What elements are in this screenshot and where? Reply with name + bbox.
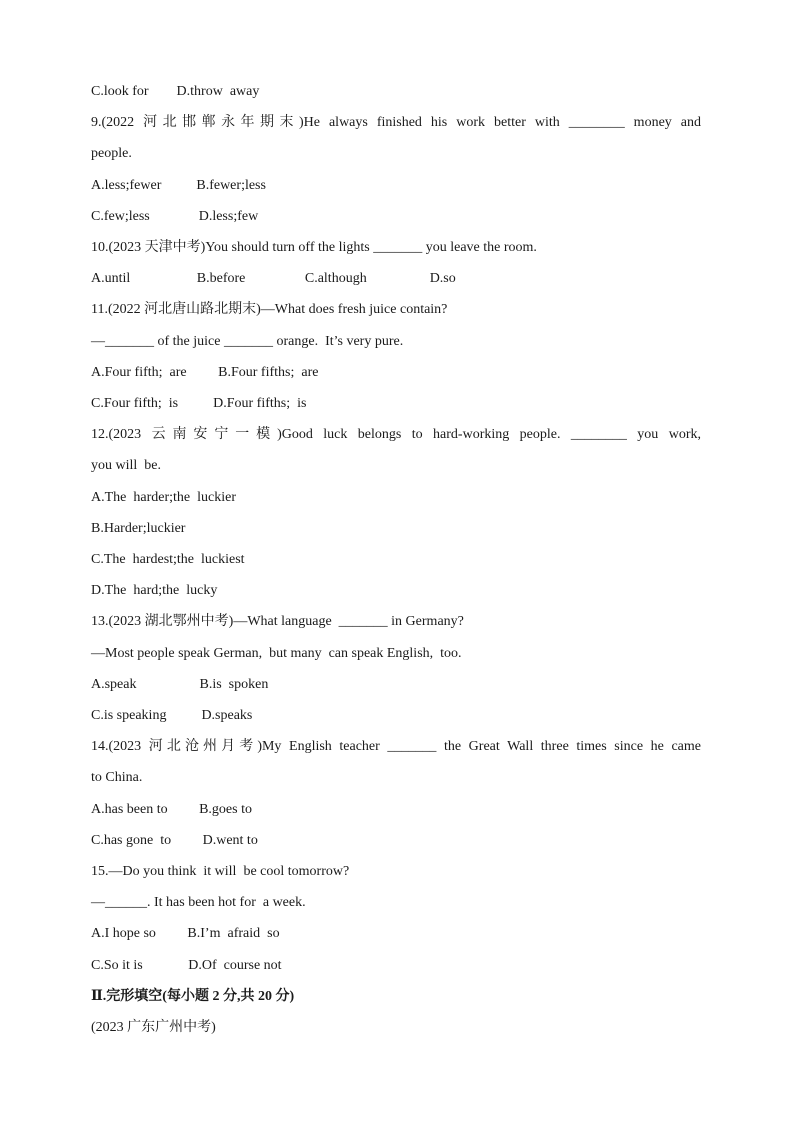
q14-options-cd: C.has gone to D.went to — [91, 833, 258, 848]
q11-answer-line: —_______ of the juice _______ orange. It’s very pure. — [91, 334, 404, 349]
q15-answer-line: —______. It has been hot for a week. — [91, 895, 306, 910]
q12-option-b: B.Harder;luckier — [91, 521, 186, 536]
q11-stem: 11.(2022 河北唐山路北期末)—What does fresh juice contain? — [91, 302, 448, 317]
q9-stem-cont: people. — [91, 146, 132, 161]
q9-options-cd: C.few;less D.less;few — [91, 209, 259, 224]
q12-option-c: C.The hardest;the luckiest — [91, 552, 245, 567]
q14-stem: 14.(2023 河北沧州月考)My English teacher _______ the Great Wall three times since he came — [91, 739, 701, 754]
q10-stem: 10.(2023 天津中考)You should turn off the lights _______ you leave the room. — [91, 240, 537, 255]
q12-stem: 12.(2023 云南安宁一模)Good luck belongs to hard-working people. ________ you work, — [91, 427, 701, 442]
q14-options-ab: A.has been to B.goes to — [91, 802, 252, 817]
passage-source: (2023 广东广州中考) — [91, 1020, 216, 1035]
q8-options-cd: C.look for D.throw away — [91, 84, 260, 99]
q9-options-ab: A.less;fewer B.fewer;less — [91, 178, 266, 193]
q13-answer-line: —Most people speak German, but many can speak English, too. — [91, 646, 462, 661]
q13-stem: 13.(2023 湖北鄂州中考)—What language _______ in Germany? — [91, 614, 464, 629]
q9-stem: 9.(2022 河北邯郸永年期末)He always finished his work better with ________ money and — [91, 115, 701, 130]
q10-options: A.until B.before C.although D.so — [91, 271, 456, 286]
q13-options-ab: A.speak B.is spoken — [91, 677, 269, 692]
section-heading: Ⅱ.完形填空(每小题 2 分,共 20 分) — [91, 989, 295, 1004]
q13-options-cd: C.is speaking D.speaks — [91, 708, 253, 723]
q12-stem-cont: you will be. — [91, 458, 161, 473]
q11-options-ab: A.Four fifth; are B.Four fifths; are — [91, 365, 319, 380]
q11-options-cd: C.Four fifth; is D.Four fifths; is — [91, 396, 307, 411]
q15-options-ab: A.I hope so B.I’m afraid so — [91, 926, 280, 941]
q15-options-cd: C.So it is D.Of course not — [91, 958, 282, 973]
q15-stem: 15.—Do you think it will be cool tomorrow? — [91, 864, 350, 879]
q12-option-d: D.The hard;the lucky — [91, 583, 218, 598]
q12-option-a: A.The harder;the luckier — [91, 490, 236, 505]
q14-stem-cont: to China. — [91, 770, 143, 785]
